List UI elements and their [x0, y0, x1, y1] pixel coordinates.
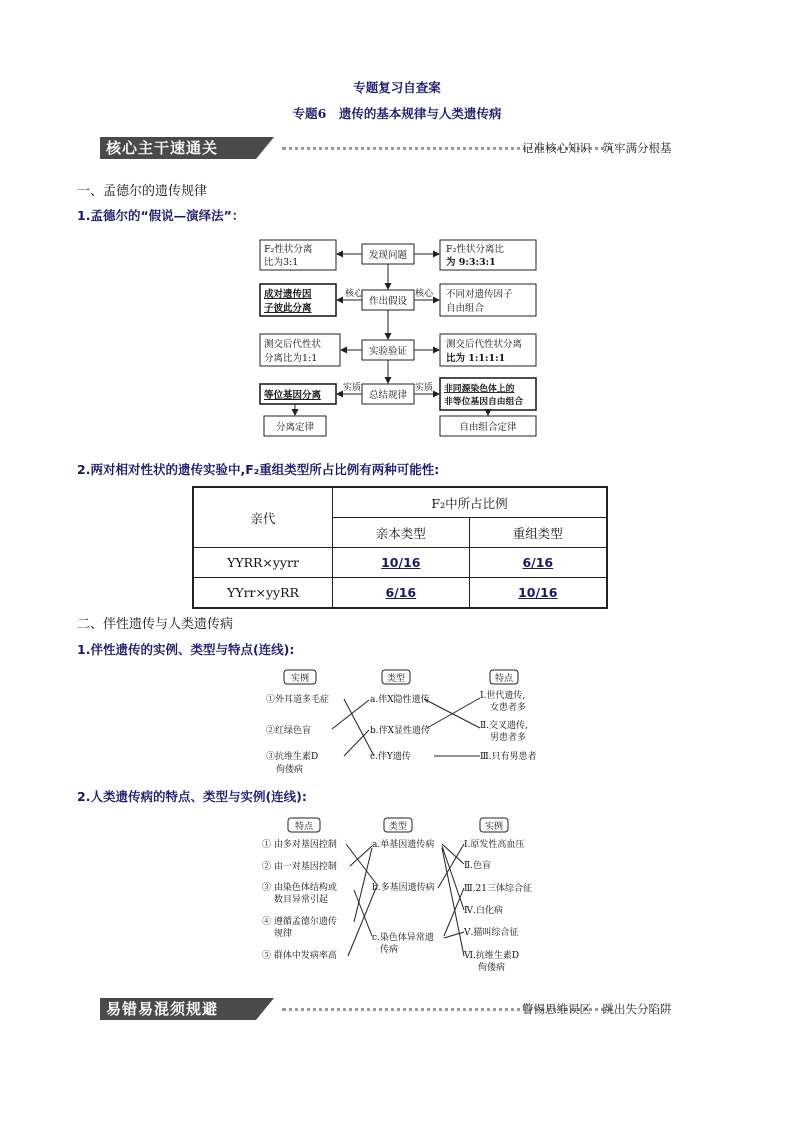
feature-4a: ④ 遵循孟德尔遗传 [262, 917, 337, 927]
banner-arrow [256, 137, 274, 159]
trait-2a: Ⅱ.交叉遗传, [480, 721, 528, 731]
flow-center-2: 作出假设 [368, 296, 408, 307]
disease-6a: Ⅵ.抗维生素D [464, 951, 520, 961]
s2-q1-heading: 1.伴性遗传的实例、类型与特点(连线): [77, 642, 295, 657]
example-2: ②红绿色盲 [266, 726, 312, 736]
type2-b: b.多基因遗传病 [372, 883, 435, 893]
type2-a: a.单基因遗传病 [372, 840, 435, 850]
disease-4: Ⅳ.白化病 [464, 906, 503, 916]
table-header-parent: 亲代 [193, 487, 333, 548]
disease-3: Ⅲ.21三体综合征 [464, 884, 532, 894]
left-1a: F₂性状分离 [264, 244, 313, 255]
doc-title: 专题复习自查案 [353, 80, 441, 95]
link-c5 [444, 932, 464, 938]
link-5b [348, 888, 376, 956]
hypothesis-deduction-diagram [250, 232, 550, 442]
flow-center-4: 总结规律 [368, 390, 408, 401]
banner-slogan: 记准核心知识 筑牢满分根基 [522, 141, 672, 155]
right-3b: 比为 1:1:1:1 [446, 353, 506, 364]
section2-heading: 二、伴性遗传与人类遗传病 [77, 617, 234, 632]
example-1: ①外耳道多毛症 [266, 695, 330, 705]
table-header-parental: 亲本类型 [333, 518, 470, 548]
header-examples: 实例 [290, 674, 310, 684]
banner-label: 易错易混须规避 [100, 998, 256, 1020]
table-row [193, 548, 607, 578]
header-features: 特点 [294, 822, 314, 832]
flow-center-3: 实验验证 [368, 346, 408, 357]
table-header-recomb: 重组类型 [469, 518, 607, 548]
edge-core-left: 核心 [345, 289, 364, 299]
left-3a: 测交后代性状 [264, 339, 322, 350]
feature-5: ⑤ 群体中发病率高 [262, 951, 337, 961]
type-c: c.伴Y遗传 [370, 752, 411, 762]
banner-arrow [256, 998, 274, 1020]
feature-2: ② 由一对基因控制 [262, 862, 337, 872]
disease-1: Ⅰ.原发性高血压 [464, 840, 525, 850]
type2-c-a: c.染色体异常遗 [372, 933, 434, 943]
table-cell-recomb: 6/16 [522, 555, 554, 570]
disease-2: Ⅱ.色盲 [464, 861, 491, 871]
link-b1 [438, 844, 464, 888]
sex-linked-matching-diagram [262, 666, 552, 776]
genetic-disease-matching-diagram [258, 814, 558, 979]
example-3b: 佝偻病 [276, 765, 304, 775]
table-header-ratio: F₂中所占比例 [333, 487, 608, 518]
edge-essence-left: 实质 [343, 383, 362, 393]
left-2b: 子彼此分离 [264, 303, 312, 314]
feature-3b: 数目异常引起 [274, 895, 329, 905]
left-5: 分离定律 [275, 422, 315, 433]
right-4b: 非等位基因自由组合 [444, 397, 524, 407]
trait-1b: 女患者多 [490, 703, 527, 713]
type-b: b.伴X显性遗传 [370, 726, 431, 736]
link-c3 [444, 888, 464, 936]
left-1b: 比为3:1 [264, 257, 299, 268]
trait-1a: Ⅰ.世代遗传, [480, 691, 526, 701]
table-row [193, 578, 607, 609]
link-4a [354, 848, 372, 922]
right-3a: 测交后代性状分离 [446, 339, 523, 350]
link-a6 [442, 848, 464, 956]
link-2a [332, 700, 369, 729]
trait-2b: 男患者多 [490, 733, 527, 743]
edge-core-right: 核心 [415, 289, 434, 299]
banner-label: 核心主干速通关 [100, 137, 256, 159]
recombination-table [192, 486, 608, 609]
table-cell-parent: YYRR×yyrr [193, 548, 333, 578]
section1-heading: 一、孟德尔的遗传规律 [77, 184, 208, 199]
doc-subtitle: 专题6 遗传的基本规律与人类遗传病 [292, 106, 502, 121]
table-cell-recomb: 10/16 [518, 585, 558, 600]
header-types: 类型 [388, 822, 408, 832]
left-2a: 成对遗传因 [264, 289, 312, 300]
type-a: a.伴X隐性遗传 [370, 695, 430, 705]
disease-5: Ⅴ.猫叫综合征 [464, 928, 519, 938]
feature-3a: ③ 由染色体结构或 [262, 883, 337, 893]
header-types: 类型 [386, 674, 406, 684]
section-banner-mistakes [100, 998, 700, 1020]
q2-heading: 2.两对相对性状的遗传实验中,F₂重组类型所占比例有两种可能性: [77, 462, 440, 477]
header-traits: 特点 [494, 674, 514, 684]
table-cell-parental: 6/16 [385, 585, 417, 600]
right-2b: 自由组合 [446, 303, 485, 314]
section-banner-core [100, 137, 700, 159]
flow-center-1: 发现问题 [368, 250, 408, 261]
s2-q2-heading: 2.人类遗传病的特点、类型与实例(连线): [77, 789, 307, 804]
right-1a: F₂性状分离比 [446, 244, 504, 255]
example-3a: ③抗维生素D [266, 752, 319, 762]
q1-heading: 1.孟德尔的“假说—演绎法”： [77, 208, 245, 223]
link-3b [344, 730, 369, 756]
trait-3: Ⅲ.只有男患者 [480, 752, 537, 762]
left-3b: 分离比为1:1 [264, 353, 318, 364]
banner-slogan: 警惕思维误区 跳出失分陷阱 [522, 1002, 672, 1016]
right-4a: 非同源染色体上的 [444, 384, 515, 394]
left-4: 等位基因分离 [264, 390, 322, 401]
table-cell-parent: YYrr×yyRR [193, 578, 333, 609]
link-a2 [442, 844, 464, 864]
right-5: 自由组合定律 [459, 422, 517, 433]
edge-essence-right: 实质 [415, 383, 434, 393]
header-examples: 实例 [484, 822, 504, 832]
right-1b: 为 9:3:3:1 [446, 257, 496, 268]
feature-4b: 规律 [274, 929, 293, 939]
type2-c-b: 传病 [380, 945, 399, 955]
right-2a: 不同对遗传因子 [446, 289, 513, 300]
disease-6b: 佝偻病 [478, 963, 506, 973]
feature-1: ① 由多对基因控制 [262, 840, 337, 850]
table-cell-parental: 10/16 [381, 555, 421, 570]
